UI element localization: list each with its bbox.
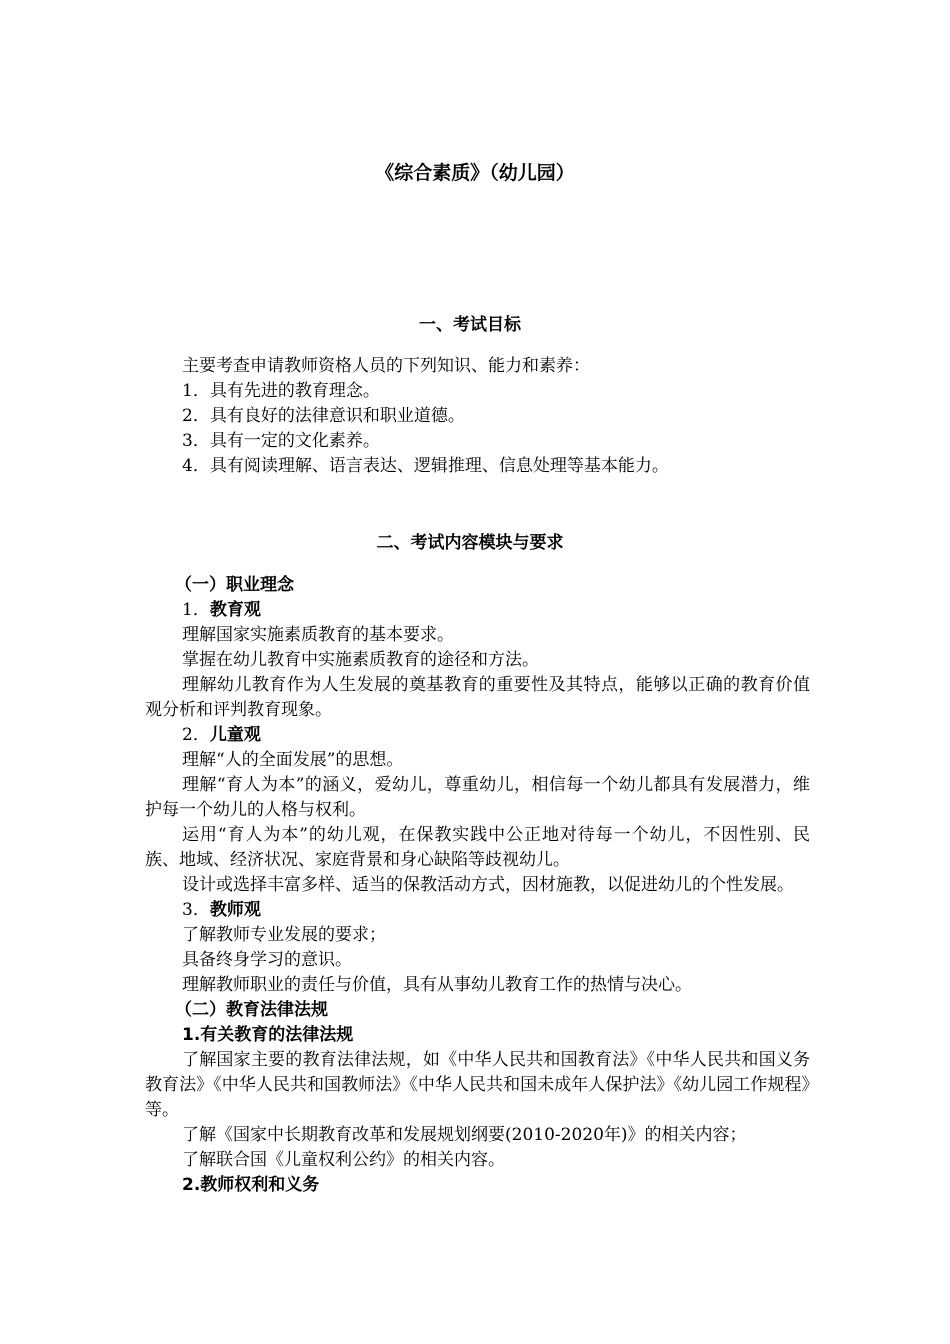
body-line: 理解“人的全面发展”的思想。	[182, 750, 404, 770]
content-block	[145, 573, 810, 1198]
body-paragraph: 运用“育人为本”的幼儿观，在保教实践中公正地对待每一个幼儿，不因性别、民族、地域、经济状况、家庭背景和身心缺陷等歧视幼儿。	[145, 825, 810, 870]
exam-goal-item: 4．具有阅读理解、语言表达、逻辑推理、信息处理等基本能力。	[182, 456, 669, 476]
subheading-label: 教师观	[209, 900, 261, 920]
subheading-number: 1．	[182, 600, 210, 620]
subheading-number: 2．	[182, 725, 210, 745]
section-heading-content: 二、考试内容模块与要求	[376, 533, 564, 553]
exam-goals-intro: 主要考查申请教师资格人员的下列知识、能力和素养：	[182, 356, 590, 376]
body-paragraph: 理解幼儿教育作为人生发展的奠基教育的重要性及其特点，能够以正确的教育价值观分析和评判教育现象。	[145, 675, 810, 720]
exam-goal-item: 2．具有良好的法律意识和职业道德。	[182, 406, 465, 426]
body-line: 了解教师专业发展的要求；	[182, 925, 386, 945]
subheading-label: 儿童观	[209, 725, 261, 745]
part-heading-professional-concept: （一）职业理念	[175, 575, 294, 595]
subheading-label: 教育观	[209, 600, 261, 620]
body-line: 了解联合国《儿童权利公约》的相关内容。	[182, 1150, 505, 1170]
body-line: 理解教师职业的责任与价值，具有从事幼儿教育工作的热情与决心。	[182, 975, 692, 995]
document-title: 《综合素质》（幼儿园）	[375, 162, 575, 184]
exam-goals-block	[145, 354, 810, 479]
body-paragraph: 理解“育人为本”的涵义，爱幼儿，尊重幼儿，相信每一个幼儿都具有发展潜力，维护每一个幼儿的人格与权利。	[145, 775, 810, 820]
subheading-education-view	[145, 598, 810, 623]
body-line: 理解国家实施素质教育的基本要求。	[182, 625, 454, 645]
subheading-teacher-rights: 2.教师权利和义务	[182, 1175, 320, 1195]
subheading-number: 3．	[182, 900, 210, 920]
body-paragraph: 设计或选择丰富多样、适当的保教活动方式，因材施教，以促进幼儿的个性发展。	[182, 875, 794, 895]
section-heading-exam-goals: 一、考试目标	[419, 315, 521, 335]
body-line: 具备终身学习的意识。	[182, 950, 352, 970]
exam-goal-item: 1．具有先进的教育理念。	[182, 381, 380, 401]
part-heading-education-law: （二）教育法律法规	[175, 1000, 328, 1020]
body-paragraph: 了解国家主要的教育法律法规，如《中华人民共和国教育法》《中华人民共和国义务教育法》《中华人民共和国教师法》《中华人民共和国未成年人保护法》《幼儿园工作规程》等。	[145, 1050, 810, 1120]
exam-goal-item: 3．具有一定的文化素养。	[182, 431, 380, 451]
body-line: 掌握在幼儿教育中实施素质教育的途径和方法。	[182, 650, 539, 670]
subheading-education-laws: 1.有关教育的法律法规	[182, 1025, 354, 1045]
subheading-child-view	[145, 723, 810, 748]
body-line: 了解《国家中长期教育改革和发展规划纲要(2010-2020年)》的相关内容；	[182, 1125, 747, 1145]
subheading-teacher-view	[145, 898, 810, 923]
